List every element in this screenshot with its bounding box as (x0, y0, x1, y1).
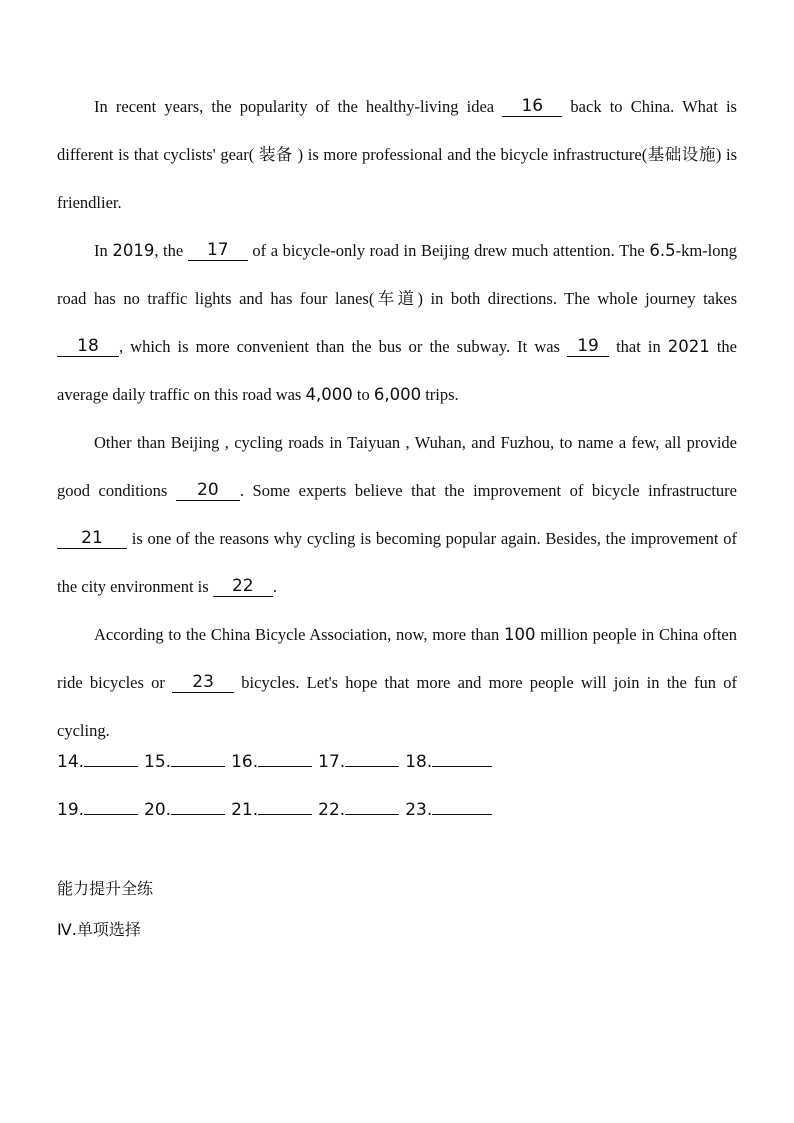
text: is one of the reasons why cycling is becoming popular again. Besides, the improvement of the city environment is (57, 529, 737, 596)
paragraph-1 (57, 83, 737, 227)
paragraph-4 (57, 611, 737, 755)
text: . Some experts believe that the improvement of bicycle infrastructure (239, 481, 737, 500)
answer-item[interactable] (405, 752, 492, 772)
answer-item[interactable] (231, 752, 312, 772)
blank-16[interactable]: 16 (502, 96, 562, 117)
answer-number: 19. (57, 800, 85, 820)
blank-23[interactable]: 23 (172, 672, 234, 693)
answer-row-1 (57, 752, 498, 772)
text: of a bicycle-only road in Beijing drew much attention. The (247, 241, 650, 260)
blank-18[interactable]: 18 (57, 336, 119, 357)
blank-21[interactable]: 21 (57, 528, 127, 549)
answer-row-2 (57, 800, 498, 820)
chinese-gloss: 基础设施 (647, 145, 716, 164)
chinese-gloss: 车道 (374, 289, 418, 308)
answer-number: 21. (231, 800, 259, 820)
answer-line[interactable] (258, 752, 312, 767)
text: to (352, 385, 374, 404)
text: -km-long road has no traffic lights and has four lanes( (57, 241, 737, 308)
text: . (272, 577, 277, 596)
paragraph-2 (57, 227, 737, 419)
number: 2021 (667, 337, 710, 356)
part-heading: Ⅳ.单项选择 (57, 920, 141, 939)
text: ) is friendlier. (57, 145, 738, 212)
answer-line[interactable] (171, 752, 225, 767)
number: 2019 (112, 241, 155, 260)
answer-number: 22. (318, 800, 346, 820)
blank-22[interactable]: 22 (213, 576, 273, 597)
answer-line[interactable] (432, 800, 492, 815)
number: 4,000 (305, 385, 353, 404)
answer-item[interactable] (318, 752, 399, 772)
blank-19[interactable]: 19 (567, 336, 609, 357)
text: In recent years, the popularity of the healthy-living idea (94, 97, 503, 116)
answer-number: 20. (144, 800, 172, 820)
number: 100 (504, 625, 536, 644)
text: that in (609, 337, 668, 356)
answer-number: 23. (405, 800, 433, 820)
number: 6,000 (373, 385, 422, 404)
number: 6.5 (649, 241, 676, 260)
answer-item[interactable] (231, 800, 312, 820)
answer-number: 17. (318, 752, 346, 772)
section-heading: 能力提升全练 (57, 879, 154, 898)
answer-number: 18. (405, 752, 433, 772)
blank-20[interactable]: 20 (176, 480, 240, 501)
text: trips. (421, 385, 459, 404)
text: , the (154, 241, 188, 260)
text: the average daily traffic on this road was (57, 337, 737, 404)
text: ) in both directions. The whole journey takes (417, 289, 737, 308)
answer-item[interactable] (144, 752, 225, 772)
chinese-gloss: 装备 (258, 145, 293, 164)
paragraph-3 (57, 419, 737, 611)
text: bicycles. Let's hope that more and more people will join in the fun of cycling. (57, 673, 737, 740)
text: back to China. What is different is that cyclists' gear( (57, 97, 737, 164)
text: ) is more professional and the bicycle infrastructure( (292, 145, 648, 164)
answer-item[interactable] (57, 752, 138, 772)
answer-line[interactable] (432, 752, 492, 767)
blank-17[interactable]: 17 (188, 240, 248, 261)
answer-line[interactable] (84, 752, 138, 767)
answer-line[interactable] (345, 752, 399, 767)
answer-line[interactable] (345, 800, 399, 815)
answer-line[interactable] (258, 800, 312, 815)
answer-item[interactable] (318, 800, 399, 820)
answer-item[interactable] (405, 800, 492, 820)
text: According to the China Bicycle Association, now, more than (94, 625, 504, 644)
text: million people in China often ride bicycles or (57, 625, 737, 692)
answer-number: 16. (231, 752, 259, 772)
answer-line[interactable] (84, 800, 138, 815)
text: , which is more convenient than the bus or the subway. It was (119, 337, 568, 356)
answer-number: 15. (144, 752, 172, 772)
answer-item[interactable] (57, 800, 138, 820)
answer-number: 14. (57, 752, 85, 772)
text: In (94, 241, 113, 260)
answer-line[interactable] (171, 800, 225, 815)
answer-item[interactable] (144, 800, 225, 820)
text: Other than Beijing , cycling roads in Taiyuan , Wuhan, and Fuzhou, to name a few, all provide good conditions (57, 433, 737, 500)
